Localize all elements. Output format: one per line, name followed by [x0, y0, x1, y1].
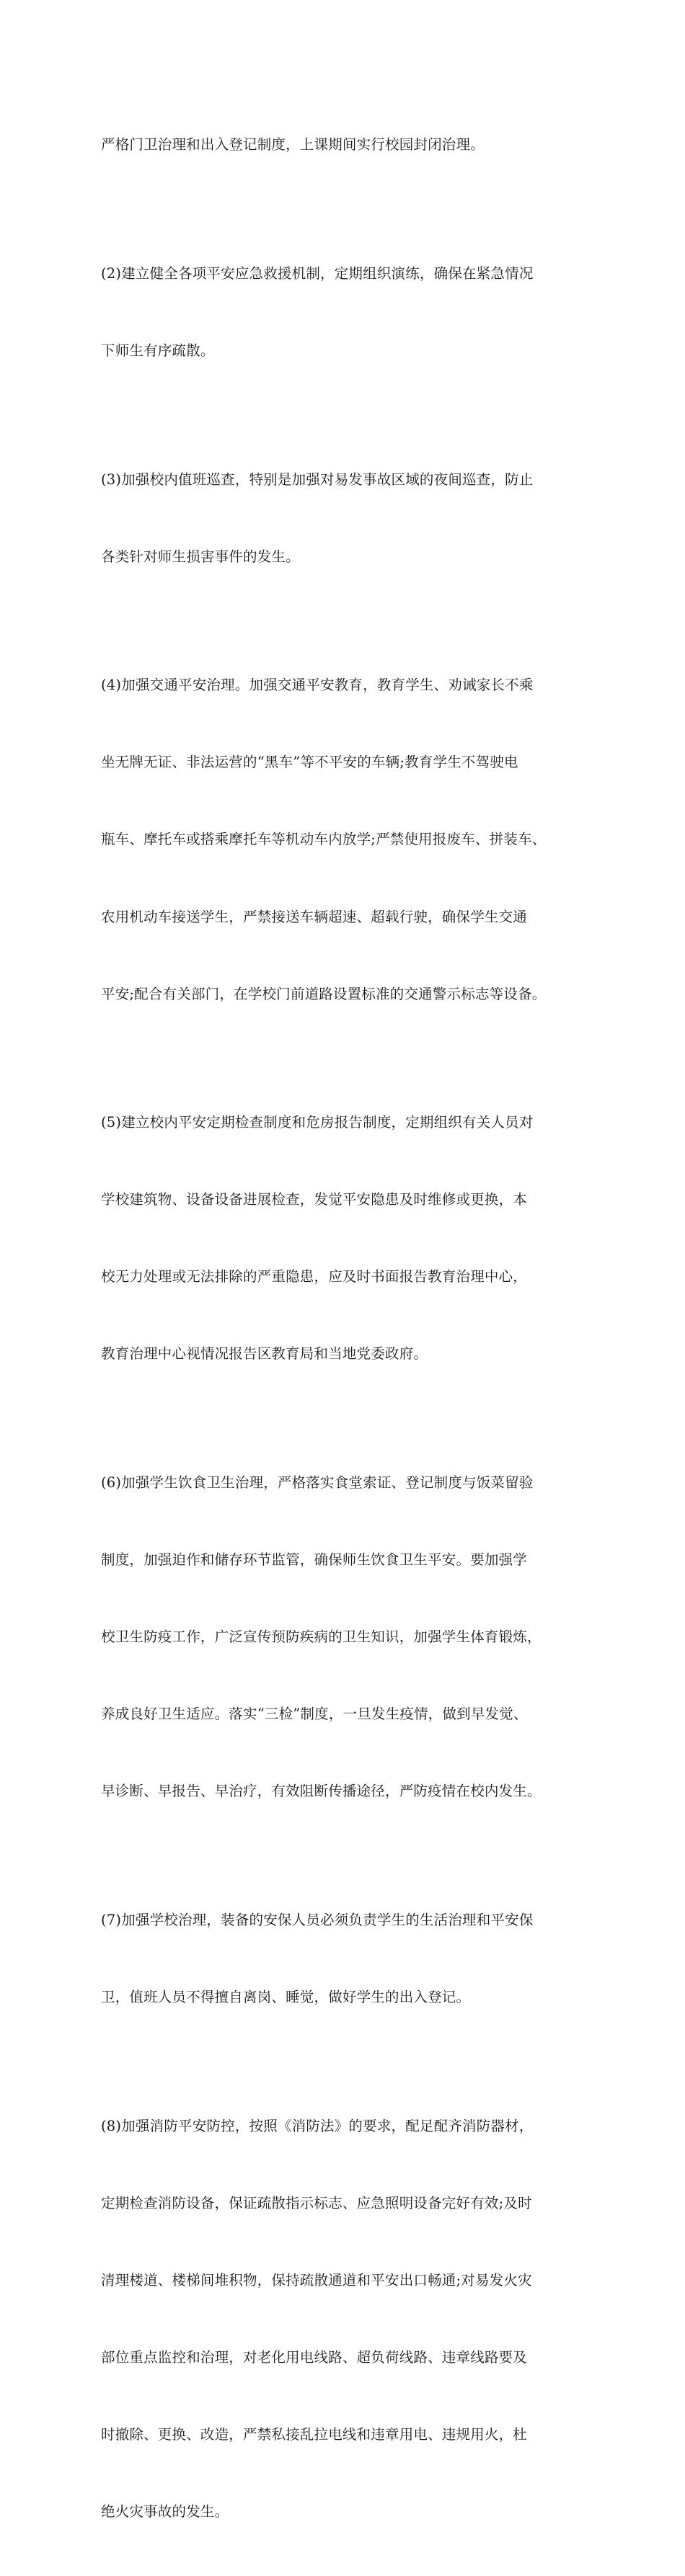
document-body	[101, 81, 591, 2576]
paragraph-item-2	[101, 210, 591, 416]
text-line: 制度，加强迫作和储存环节监管，确保师生饮食卫生平安。要加强学	[101, 1551, 528, 1569]
text-line: 部位重点监控和治理，对老化用电线路、超负荷线路、违章线路要及	[101, 2348, 528, 2366]
paragraph-intro	[101, 81, 591, 210]
text-line: (6)加强学生饮食卫生治理，严格落实食堂索证、登记制度与饭菜留验	[101, 1474, 534, 1491]
text-line: 学校建筑物、设备设备进展检查，发觉平安隐患及时维修或更换，本	[101, 1191, 528, 1208]
text-line: 农用机动车接送学生，严禁接送车辆超速、超载行驶，确保学生交通	[101, 908, 528, 925]
text-line: 下师生有序疏散。	[101, 342, 215, 360]
text-line: 时撤除、更换、改造，严禁私接乱拉电线和违章用电、违规用火，杜	[101, 2425, 528, 2443]
text-line: (7)加强学校治理，装备的安保人员必须负责学生的生活治理和平安保	[101, 1911, 534, 1928]
text-line: (3)加强校内值班巡查，特别是加强对易发事故区域的夜间巡查，防止	[101, 471, 534, 488]
text-line: 平安;配合有关部门，在学校门前道路设置标准的交通警示标志等设备。	[101, 985, 547, 1002]
text-line: 养成良好卫生适应。落实“三检”制度，一旦发生疫情，做到早发觉、	[101, 1706, 528, 1723]
text-line: 清理楼道、楼梯间堆积物，保持疏散通道和平安出口畅通;对易发火灾	[101, 2271, 532, 2288]
paragraph-item-7	[101, 1856, 591, 2062]
text-line: 校卫生防疫工作，广泛宣传预防疾病的卫生知识，加强学生体育锻炼，	[101, 1628, 542, 1646]
text-line: 教育治理中心视情况报告区教育局和当地党委政府。	[101, 1345, 428, 1363]
paragraph-item-6	[101, 1419, 591, 1856]
paragraph-item-3	[101, 415, 591, 621]
text-line: 坐无牌无证、非法运营的“黑车”等不平安的车辆;教育学生不驾驶电	[101, 754, 518, 771]
text-line: 严格门卫治理和出入登记制度，上课期间实行校园封闭治理。	[101, 136, 485, 153]
text-line: 校无力处理或无法排除的严重隐患，应及时书面报告教育治理中心，	[101, 1268, 528, 1285]
text-line: 瓶车、摩托车或搭乘摩托车等机动车内放学;严禁使用报废车、拼装车、	[101, 831, 547, 848]
text-line: (5)建立校内平安定期检查制度和危房报告制度，定期组织有关人员对	[101, 1114, 534, 1131]
text-line: 各类针对师生损害事件的发生。	[101, 548, 300, 565]
paragraph-item-8	[101, 2062, 591, 2576]
text-line: (2)建立健全各项平安应急救援机制，定期组织演练，确保在紧急情况	[101, 264, 534, 282]
text-line: 定期检查消防设备，保证疏散指示标志、应急照明设备完好有效;及时	[101, 2194, 532, 2211]
text-line: 绝火灾事故的发生。	[101, 2503, 229, 2521]
text-line: 卫，值班人员不得擅自离岗、睡觉，做好学生的出入登记。	[101, 1989, 471, 2006]
paragraph-item-5	[101, 1059, 591, 1419]
text-line: 早诊断、早报告、早治疗，有效阻断传播途径，严防疫情在校内发生。	[101, 1783, 542, 1800]
paragraph-item-4	[101, 621, 591, 1059]
text-line: (4)加强交通平安治理。加强交通平安教育，教育学生、劝诫家长不乘	[101, 677, 534, 694]
text-line: (8)加强消防平安防控，按照《消防法》的要求，配足配齐消防器材，	[101, 2117, 534, 2134]
